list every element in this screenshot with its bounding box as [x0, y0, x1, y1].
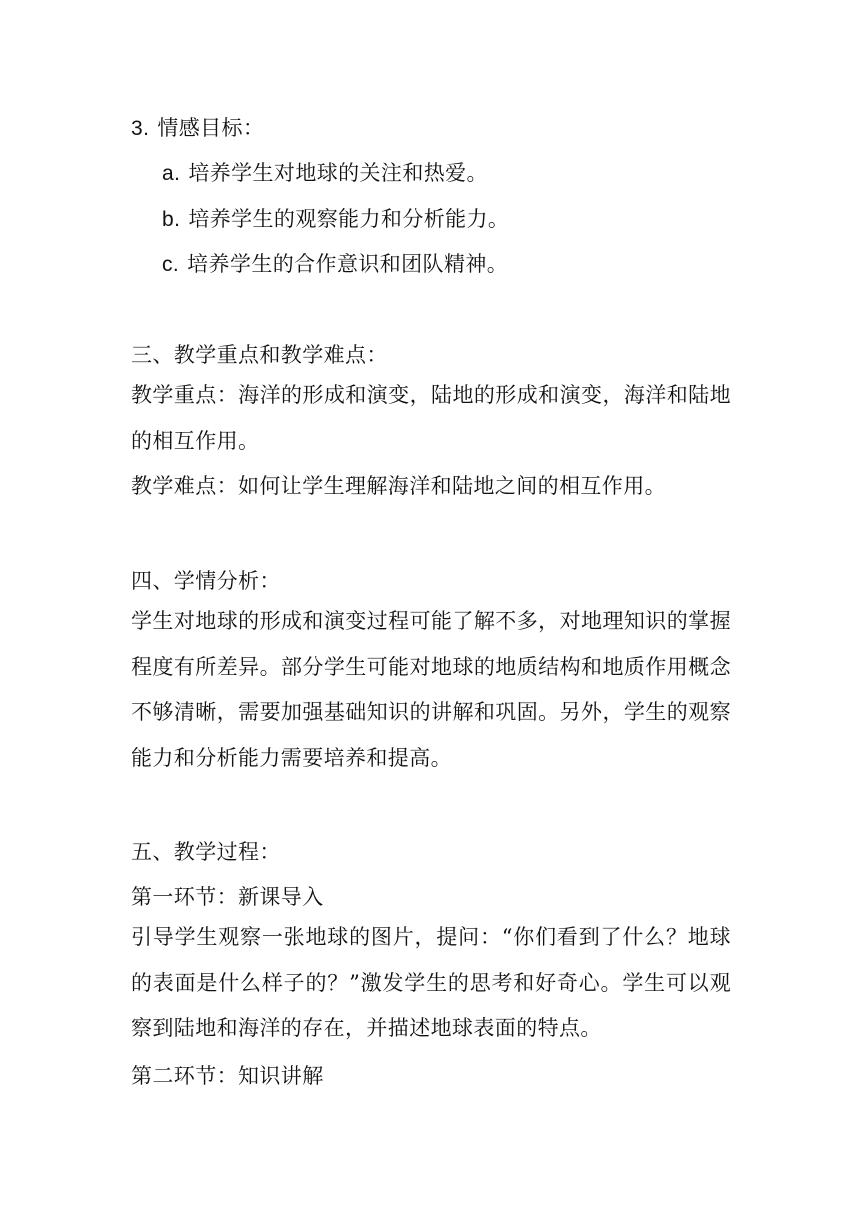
step2-title: 第二环节：知识讲解: [131, 1064, 324, 1088]
section-heading-analysis: 四、学情分析：: [131, 569, 281, 593]
section-heading-process: 五、教学过程：: [131, 840, 281, 864]
step1-paragraph: 引导学生观察一张地球的图片，提问：“你们看到了什么？地球的表面是什么样子的？”激发学生的思考和好奇心。学生可以观察到陆地和海洋的存在，并描述地球表面的特点。: [131, 925, 731, 1040]
goal-item-a: [162, 158, 488, 189]
section-heading-focus: 三、教学重点和教学难点：: [131, 343, 388, 367]
item-marker: c.: [162, 253, 180, 276]
item-text: 培养学生的观察能力和分析能力。: [188, 207, 510, 231]
item-marker: a.: [162, 162, 181, 185]
item-marker: b.: [162, 208, 181, 231]
difficulties-paragraph: 教学难点：如何让学生理解海洋和陆地之间的相互作用。: [131, 474, 666, 498]
step1-title: 第一环节：新课导入: [131, 885, 324, 909]
emotional-goals-heading: [131, 113, 264, 144]
heading-text: 情感目标：: [157, 116, 265, 140]
item-text: 培养学生的合作意识和团队精神。: [187, 252, 509, 276]
goal-item-c: [162, 249, 508, 280]
key-points-paragraph: 教学重点：海洋的形成和演变，陆地的形成和演变，海洋和陆地的相互作用。: [131, 383, 731, 453]
goal-item-b: [162, 204, 509, 235]
heading-number: 3.: [131, 117, 150, 140]
item-text: 培养学生对地球的关注和热爱。: [188, 161, 488, 185]
analysis-paragraph: 学生对地球的形成和演变过程可能了解不多，对地理知识的掌握程度有所差异。部分学生可能对地球的地质结构和地质作用概念不够清晰，需要加强基础知识的讲解和巩固。另外，学生的观察能力和分析能力需要培养和提高。: [131, 609, 731, 770]
